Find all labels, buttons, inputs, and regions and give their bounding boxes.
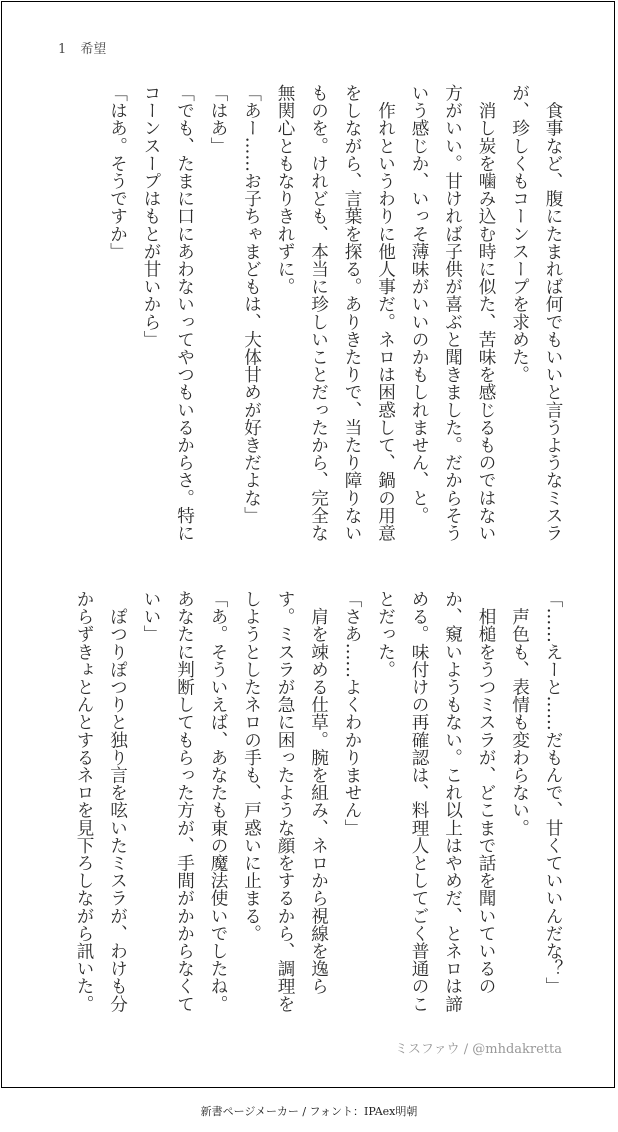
paragraph: 作れというわりに他人事だ。ネロは困惑して、鍋の用意をしながら、言葉を探る。ありきたりで、当たり障りないものを。けれども、本当に珍しいことだったから、完全な無関心ともなりきれずに。 bbox=[275, 84, 396, 542]
author-credit: ミスファウ / @mhdakretta bbox=[394, 1042, 562, 1057]
paragraph: 相槌をうつミスラが、どこまで話を聞いているのか、窺いようもない。これ以上はやめだ、とネロは諦める。味付けの再確認は、料理人としてごく普通のことだった。 bbox=[375, 590, 496, 1013]
chapter-title: 希望 bbox=[80, 42, 107, 57]
dialogue-line: 「はあ。そうですか」 bbox=[107, 84, 128, 260]
dialogue-line: 「さあ……よくわかりません」 bbox=[342, 590, 362, 837]
paragraph: 食事など、腹にたまれば何でもいいと言うようなミスラが、珍しくもコーンスープを求めた。 bbox=[509, 84, 563, 542]
lower-text-block bbox=[49, 590, 569, 1014]
dialogue-line: 「でも、たまに口にあわないってやつもいるからさ。特にコーンスープはもとが甘いから」 bbox=[141, 84, 195, 542]
paragraph: 肩を竦める仕草。腕を組み、ネロから視線を逸らす。ミスラが急に困ったような顔をするから、調理をしようとしたネロの手も、戸惑いに止まる。 bbox=[241, 590, 329, 1013]
footer-caption: 新書ページメーカー / フォント：IPAex明朝 bbox=[200, 1105, 418, 1118]
dialogue-line: 「あ。そういえば、あなたも東の魔法使いでしたね。あなたに判断してもらった方が、手間がかからなくていい」 bbox=[141, 590, 228, 1013]
page-header bbox=[58, 38, 106, 57]
dialogue-line: 「はあ」 bbox=[208, 84, 228, 155]
paragraph: 声色も、表情も変わらない。 bbox=[509, 590, 530, 837]
book-page bbox=[1, 1, 615, 1088]
dialogue-line: 「あー……お子ちゃまどもは、大体甘めが好きだよな」 bbox=[241, 84, 262, 524]
page-number: 1 bbox=[58, 42, 67, 57]
paragraph: 消し炭を噛み込む時に似た、苦味を感じるものではない方がいい。甘ければ子供が喜ぶと聞きました。だからそういう感じか、いっそ薄味がいいのかもしれません、と。 bbox=[409, 84, 496, 542]
upper-text-block bbox=[49, 84, 569, 549]
dialogue-line: 「……えーと……だもんで、甘くていいんだな？」 bbox=[543, 590, 563, 995]
paragraph: ぽつりぽつりと独り言を呟いたミスラが、わけも分からずきょとんとするネロを見下ろしながら訊いた。 bbox=[74, 590, 128, 1013]
